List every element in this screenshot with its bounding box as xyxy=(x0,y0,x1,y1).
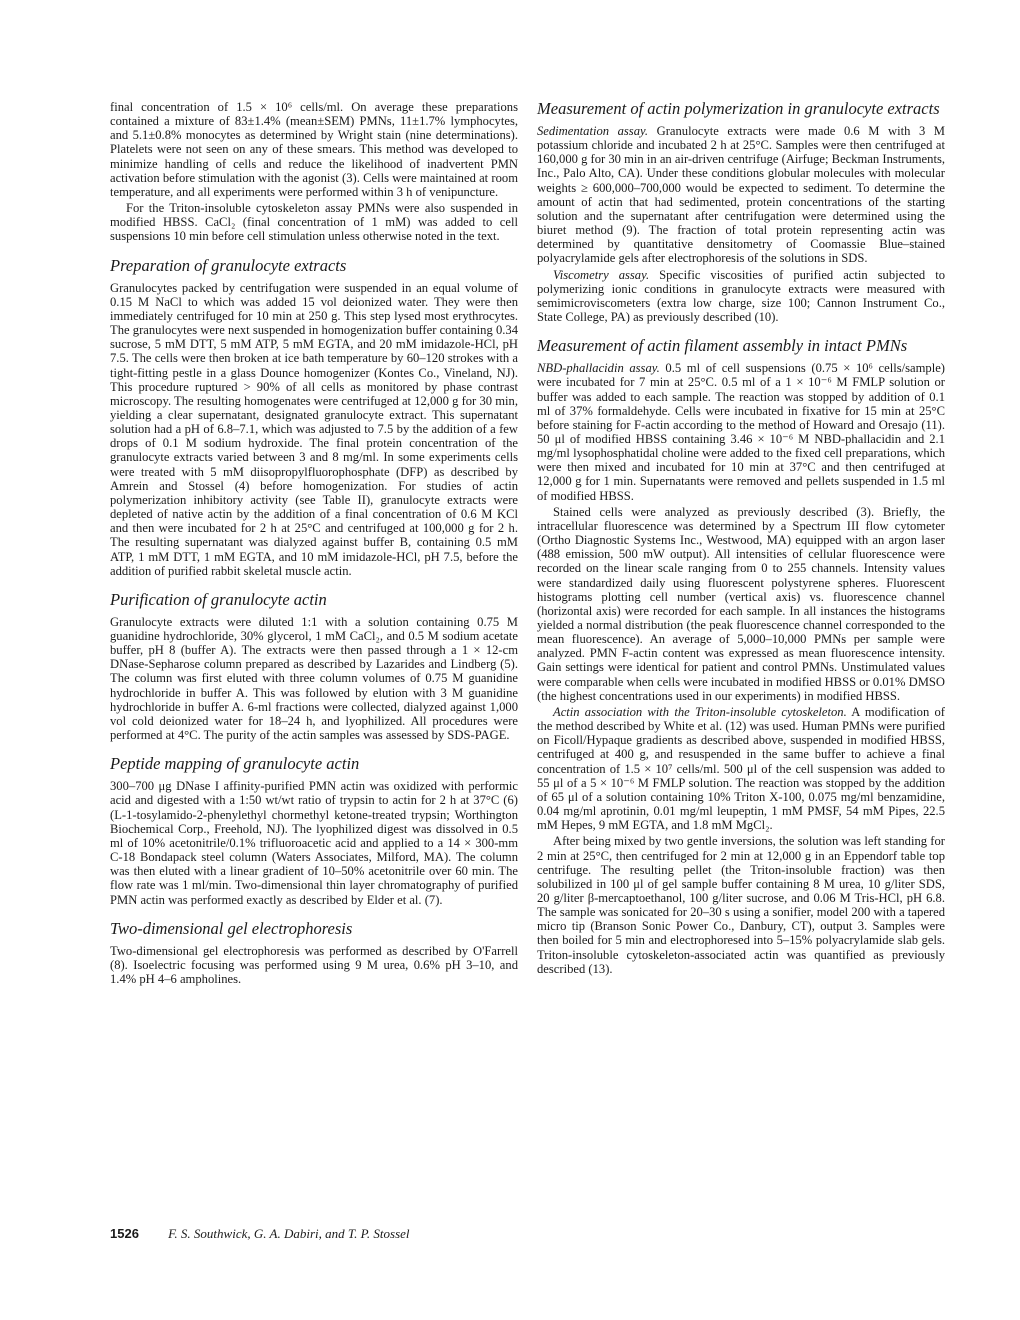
paragraph-triton-suspension: For the Triton-insoluble cytoskeleton assay PMNs were also suspended in modified HBSS. CaCl₂ (final concentration of 1 mM) was added to cell suspensions 10 min before cell stimulation unless otherwise noted in the text. xyxy=(110,201,518,244)
page-footer xyxy=(110,1226,410,1242)
paragraph-peptide-mapping: 300–700 μg DNase I affinity-purified PMN actin was oxidized with performic acid and digested with a 1:50 wt/wt ratio of trypsin to actin for 2 h at 37°C (6) (L-1-tosylamido-2-phenylethyl chormethyl ketone-treated trypsin; Worthington Biochemical Corp., Freehold, NJ). The lyophilized digest was dissolved in 0.5 ml of 10% acetonitrile/0.1% trifluoroacetic acid and applied to a 14 × 300-mm C-18 Bondapack steel column (Waters Associates, Milford, MA). The column was then eluted with a linear gradient of 10–50% acetonitrile over 60 min. The flow rate was 1 ml/min. Two-dimensional thin layer chromatography of purified PMN actin was performed exactly as described by Elder et al. (7). xyxy=(110,779,518,907)
heading-preparation-extracts: Preparation of granulocyte extracts xyxy=(110,255,347,275)
paragraph-nbd-phallacidin xyxy=(537,361,945,503)
paragraph-preparation-extracts: Granulocytes packed by centrifugation were suspended in an equal volume of 0.15 M NaCl to which was added 15 vol deionized water. They were then immediately centrifuged for 10 min at 250 g. This step lysed most erythrocytes. The granulocytes were next suspended in homogenization buffer containing 0.34 sucrose, 5 mM DTT, 5 mM ATP, 5 mM EGTA, and 20 mM imidazole-HCl, pH 7.5. The cells were then broken at ice bath temperature by 60–120 strokes with a tight-fitting pestle in a glass Dounce homogenizer (Kontes Co., Vineland, NJ). This procedure ruptured > 90% of all cells as monitored by phase contrast microscopy. The resulting homogenates were centrifuged at 12,000 g for 30 min, yielding a clear supernatant, designated granulocyte extract. This supernatant solution had a pH of 6.8–7.1, which was adjusted to 7.5 by the addition of a few drops of 0.1 M sodium hydroxide. The final protein concentration of the granulocyte extracts varied between 3 and 8 mg/ml. In some experiments cells were treated with 5 mM diisopropylfluorophosphate (DFP) as described by Amrein and Stossel (4) before homogenization. For studies of actin polymerization inhibitory activity (see Table II), granulocyte extracts were depleted of native actin by the addition of a final concentration of 0.6 M KCl and then were incubated for 2 h at 25°C and centrifuged at 100,000 g for 2 h. The resulting supernatant was dialyzed against buffer B, containing 0.5 mM ATP, 1 mM DTT, 1 mM EGTA, and 10 mM imidazole-HCl, pH 7.5, before the addition of purified rabbit skeletal muscle actin. xyxy=(110,280,518,578)
right-column xyxy=(537,100,945,976)
heading-peptide-mapping: Peptide mapping of granulocyte actin xyxy=(110,754,360,774)
runin-viscometry: Viscometry assay. xyxy=(553,267,650,282)
text-sedimentation: Granulocyte extracts were made 0.6 M with 3 M potassium chloride and incubated 2 h at 25°C. Samples were then centrifuged at 160,000 g for 30 min in an air-driven centrifuge (Airfuge; Beckman Instruments, Inc., Palo Alto, CA). Under these conditions globular molecules with molecular weights ≥ 600,000–700,000 would be expected to sediment. To determine the amount of actin that had sedimented, protein concentrations of the starting solution and the supernatant after centrifugation were determined using the biuret method (9). The fraction of total protein representing actin was determined by quantitative densitometry of Coomassie Blue–stained polyacrylamide gels after electrophoresis of the solutions in SDS. xyxy=(537,124,945,266)
text-nbd: 0.5 ml of cell suspensions (0.75 × 10⁶ cells/sample) were incubated for 7 min at 25°C. 0.5 ml of a 1 × 10⁻⁶ M FMLP solution or buffer was added to each sample. The reaction was stopped by addition of 0.1 ml of 37% formaldehyde. Cells were incubated in fixative for 15 min at 25°C before staining for F-actin according to the method of Howard and Oresajo (11). 50 μl of modified HBSS containing 3.46 × 10⁻⁶ M NBD-phallacidin and 2.1 mg/ml lysophosphatidal choline were added to the fixed cell preparations, which were then mixed and incubated for 10 min at 37°C and then centrifuged at 12,000 g for 1 min. Supernatants were removed and pellets suspended in 1.5 ml of modified HBSS. xyxy=(537,361,945,503)
paragraph-gel-electrophoresis: Two-dimensional gel electrophoresis was performed as described by O'Farrell (8). Isoelectric focusing was performed using 9 M urea, 0.6% pH 3–10, and 1.4% pH 4–6 ampholines. xyxy=(110,943,518,986)
heading-filament-assembly: Measurement of actin filament assembly in intact PMNs xyxy=(537,336,908,356)
page-number: 1526 xyxy=(110,1226,139,1241)
paragraph-flow-cytometry: Stained cells were analyzed as previously described (3). Briefly, the intracellular fluorescence was determined by a Spectrum III flow cytometer (Ortho Diagnostic Systems Inc., Westwood, MA) equipped with an argon laser (488 emission, 500 mW output). All intensities of cellular fluorescence were recorded on the linear scale ranging from 0 to 255 channels. Intensity values were standardized daily using fluorescent polystyrene spheres. Fluorescent histograms plotting cell number (vertical axis) vs. fluorescence channel (horizontal axis) were recorded for each sample. In all instances the histograms yielded a normal distribution (the peak fluorescence channel corresponded to the mean fluorescence). An average of 5,000–10,000 PMNs per sample were analyzed. PMN F-actin content was expressed as mean fluorescence intensity. Gain settings were identical for patient and control PMNs. Unstimulated values were comparable when cells were incubated in modified HBSS or 0.01% DMSO (the highest concentrations used in our experiments) in modified HBSS. xyxy=(537,504,945,703)
heading-purification-actin: Purification of granulocyte actin xyxy=(110,589,327,609)
heading-actin-polymerization: Measurement of actin polymerization in granulocyte extracts xyxy=(537,99,940,118)
runin-triton: Actin association with the Triton-insoluble cytoskeleton. xyxy=(553,704,847,719)
paragraph-cell-prep: final concentration of 1.5 × 10⁶ cells/ml. On average these preparations contained a mixture of 83±1.4% (mean±SEM) PMNs, 11±1.7% lymphocytes, and 5.1±0.8% monocytes as determined by Wright stain (nine determinations). Platelets were not seen on any of these smears. This method was developed to minimize handling of cells and reduce the likelihood of inadvertent PMN activation before stimulation with the agonist (3). Cells were maintained at room temperature, and all experiments were performed within 3 h of venipuncture. xyxy=(110,100,518,199)
author-line: F. S. Southwick, G. A. Dabiri, and T. P. Stossel xyxy=(168,1226,410,1241)
paragraph-viscometry xyxy=(537,268,945,325)
paragraph-purification-actin: Granulocyte extracts were diluted 1:1 with a solution containing 0.75 M guanidine hydrochloride, 30% glycerol, 1 mM CaCl₂, and 0.5 M sodium acetate buffer, pH 8 (buffer A). The extracts were then passed through a 1 × 12-cm DNase-Sepharose column prepared as described by Lazarides and Lindberg (5). The column was first eluted with three column volumes of 0.75 M guanidine hydrochloride in buffer A. This was followed by elution with 3 M guanidine hydrochloride in buffer A. 6-ml fractions were collected, dialyzed against 1,000 vol cold deionized water for 18–24 h, and lyophilized. All procedures were performed at 4°C. The purity of the actin samples was assessed by SDS-PAGE. xyxy=(110,614,518,743)
paragraph-triton-cytoskeleton xyxy=(537,705,945,832)
heading-gel-electrophoresis: Two-dimensional gel electrophoresis xyxy=(110,918,353,938)
runin-sedimentation: Sedimentation assay. xyxy=(537,124,649,138)
left-column xyxy=(110,100,518,986)
paragraph-sedimentation xyxy=(537,124,945,266)
paragraph-pellet-processing: After being mixed by two gentle inversions, the solution was left standing for 2 min at 25°C, then centrifuged for 2 min at 12,000 g in an Eppendorf table top centrifuge. The resulting pellet (the Triton-insoluble fraction) was then solubilized in 100 μl of gel sample buffer containing 8 M urea, 10 g/liter SDS, 20 g/liter β-mercaptoethanol, 100 g/liter sucrose, and 0.06 M Tris-HCl, pH 6.8. The sample was sonicated for 20–30 s using a sonifier, model 200 with a tapered micro tip (Branson Sonic Power Co., Danbury, CT), output 3. Samples were then boiled for 5 min and electrophoresed into 5–15% polyacrylamide slab gels. Triton-insoluble cytoskeleton-associated actin was quantified as previously described (13). xyxy=(537,834,945,976)
text-triton: A modification of the method described by White et al. (12) was used. Human PMNs were purified on Ficoll/Hypaque gradients as described above, suspended in modified HBSS, centrifuged at 400 g, and resuspended in the same buffer to achieve a final concentration of 1.5 × 10⁷ cells/ml. 500 μl of the cell suspension was added to 55 μl of a 5 × 10⁻⁶ M FMLP solution. The reaction was stopped by the addition of 65 μl of a solution containing 10% Triton X-100, 0.075 mg/ml benzamidine, 0.04 mg/ml aprotinin, 0.01 mg/ml leupeptin, 1 mM PMSF, 54 mM Pipes, 22.5 mM Hepes, 9 mM EGTA, and 1.8 mM MgCl₂. xyxy=(537,704,945,833)
runin-nbd: NBD-phallacidin assay. xyxy=(537,361,660,376)
text-viscometry: Specific viscosities of purified actin subjected to polymerizing ionic conditions in granulocyte extracts were measured with semimicroviscometers (extra low charge, size 100; Cannon Instrument Co., State College, PA) as previously described (10). xyxy=(537,267,945,325)
